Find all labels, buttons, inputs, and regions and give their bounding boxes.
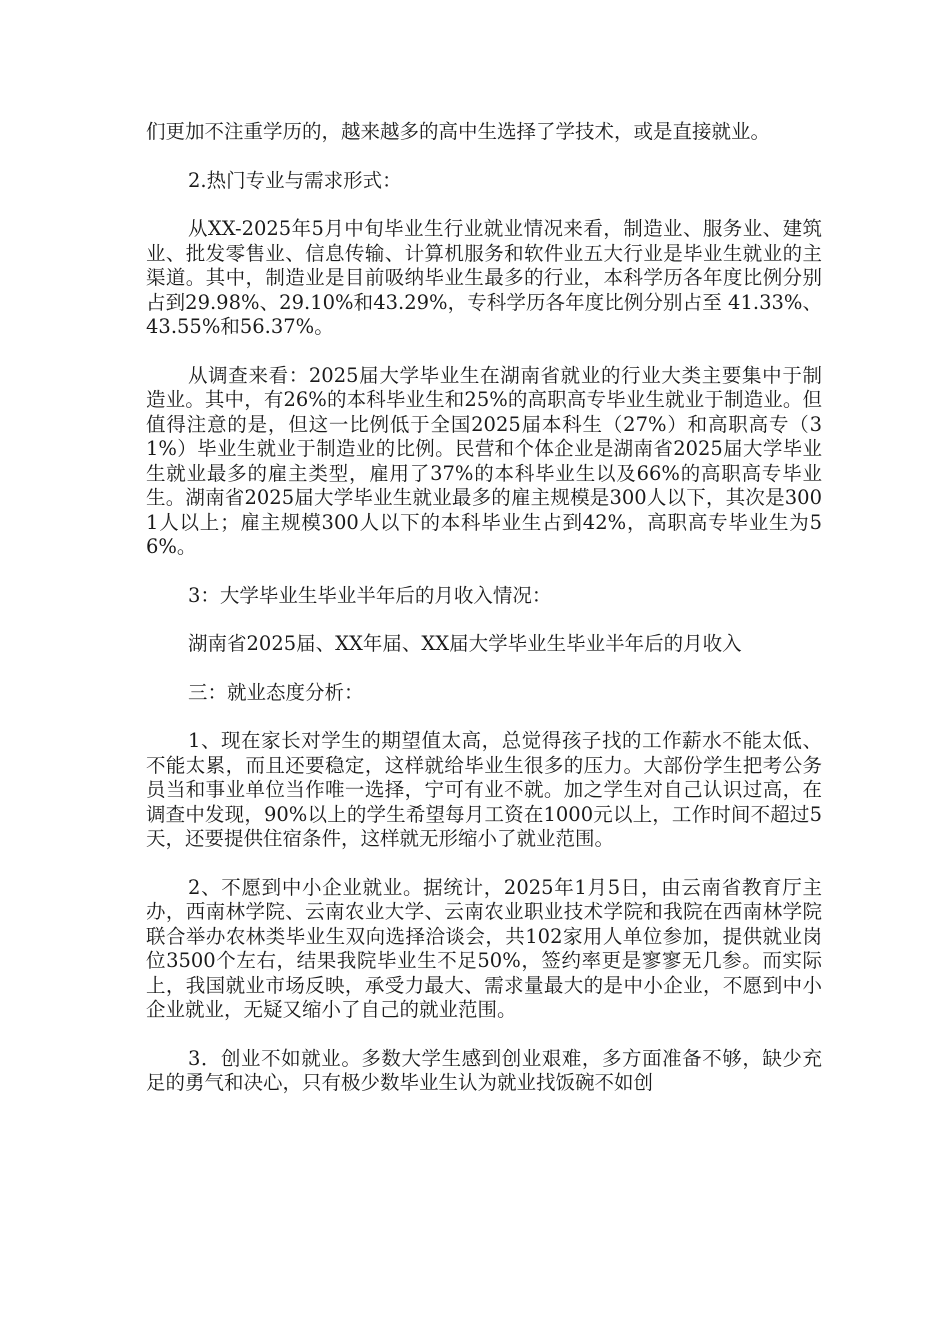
paragraph-income-caption: 湖南省2025届、XX年届、XX届大学毕业生毕业半年后的月收入 xyxy=(188,632,742,655)
section-heading-monthly-income: 3：大学毕业生毕业半年后的月收入情况： xyxy=(188,583,552,607)
paragraph-survey-hunan: 从调查来看：2025届大学毕业生在湖南省就业的行业大类主要集中于制造业。其中，有26%的本科毕业生和25%的高职高专毕业生就业于制造业。但值得注意的是，但这一比例低于全国2025届本科生（27%）和高职高专（31%）毕业生就业于制造业的比例。民营和个体企业是湖南省2025届大学毕业生就业最多的雇主类型，雇用了37%的本科毕业生以及66%的高职高专毕业生。湖南省2025届大学毕业生就业最多的雇主规模是300人以下，其次是3001人以上；雇主规模300人以下的本科毕业生占到42%，高职高专毕业生为56%。 xyxy=(146,363,822,558)
paragraph-sme-reluctance: 2、不愿到中小企业就业。据统计，2025年1月5日，由云南省教育厅主办，西南林学院、云南农业大学、云南农业职业技术学院和我院在西南林学院联合举办农林类毕业生双向选择洽谈会，共102家用人单位参加，提供就业岗位3500个左右，结果我院毕业生不足50%，签约率更是寥寥无几参。而实际上，我国就业市场反映，承受力最大、需求量最大的是中小企业，不愿到中小企业就业，无疑又缩小了自己的就业范围。 xyxy=(146,875,822,1021)
paragraph-industry-employment: 从XX-2025年5月中旬毕业生行业就业情况来看，制造业、服务业、建筑业、批发零售业、信息传输、计算机服务和软件业五大行业是毕业生就业的主渠道。其中，制造业是目前吸纳毕业生最多的行业，本科学历各年度比例分别占到29.98%、29.10%和43.29%，专科学历各年度比例分别占至 41.33%、43.55%和56.37%。 xyxy=(146,217,822,338)
paragraph-continuation: 们更加不注重学历的，越来越多的高中生选择了学技术，或是直接就业。 xyxy=(146,120,771,143)
section-heading-popular-majors: 2.热门专业与需求形式： xyxy=(188,168,402,192)
paragraph-parent-expectations: 1、现在家长对学生的期望值太高，总觉得孩子找的工作薪水不能太低、不能太累，而且还要稳定，这样就给毕业生很多的压力。大部份学生把考公务员当和事业单位当作唯一选择，宁可有业不就。加之学生对自己认识过高，在调查中发现，90%以上的学生希望每月工资在1000元以上，工作时间不超过5天，还要提供住宿条件，这样就无形缩小了就业范围。 xyxy=(146,729,822,850)
paragraph-entrepreneurship: 3．创业不如就业。多数大学生感到创业艰难，多方面准备不够，缺少充足的勇气和决心，只有极少数毕业生认为就业找饭碗不如创 xyxy=(146,1046,822,1094)
section-heading-employment-attitude: 三：就业态度分析： xyxy=(188,680,364,704)
document-body xyxy=(146,120,822,1120)
